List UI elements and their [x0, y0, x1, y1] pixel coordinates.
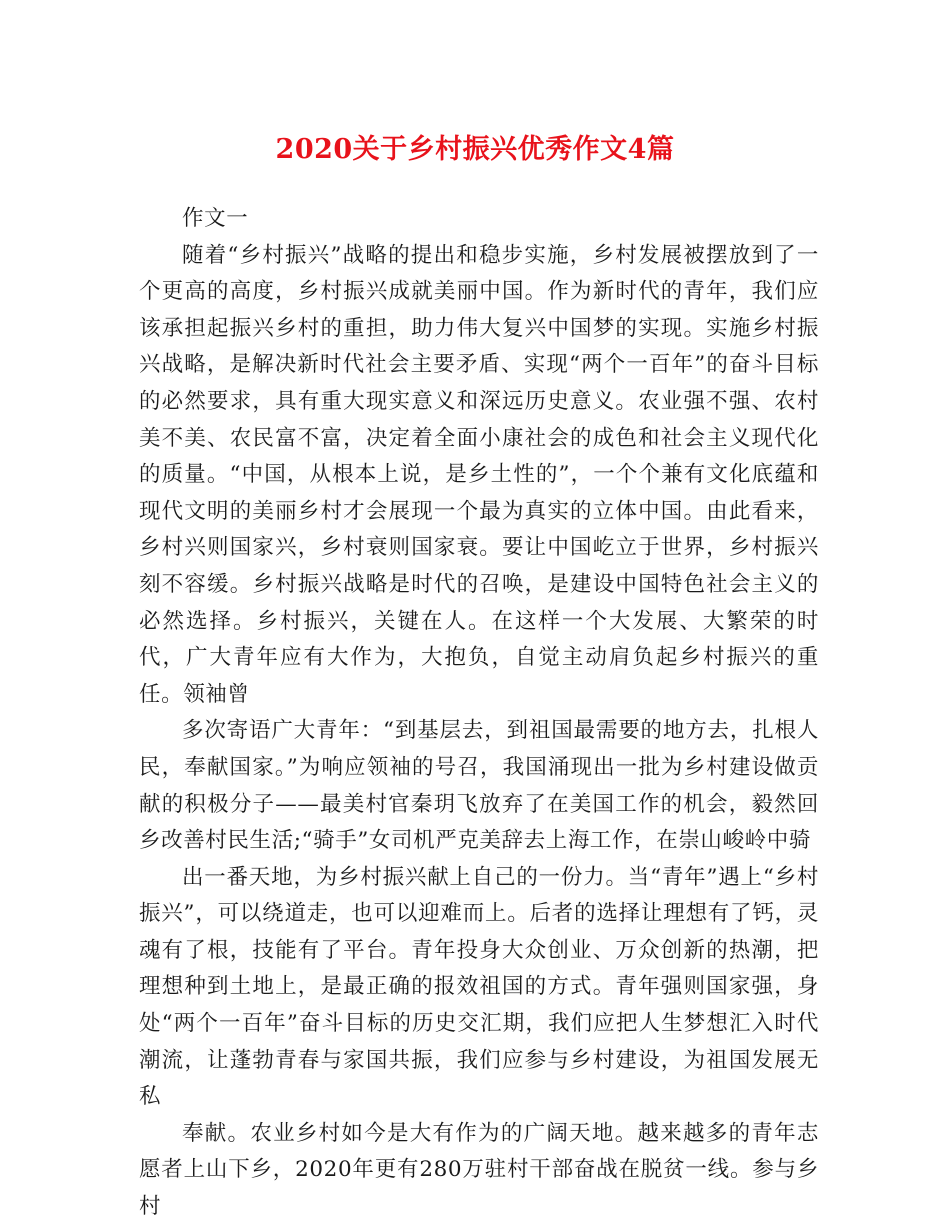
paragraph-heading: 作文一: [182, 206, 249, 231]
document-body: [139, 201, 819, 1226]
paragraph: 出一番天地，为乡村振兴献上自己的一份力。当“青年”遇上“乡村振兴”，可以绕道走，也可以迎难而上。后者的选择让理想有了钙，灵魂有了根，技能有了平台。青年投身大众创业、万众创新的热潮，把理想种到土地上，是最正确的报效祖国的方式。青年强则国家强，身处“两个一百年”奋斗目标的历史交汇期，我们应把人生梦想汇入时代潮流，让蓬勃青春与家国共振，我们应参与乡村建设，为祖国发展无私: [139, 864, 819, 1110]
paragraph: 奉献。农业乡村如今是大有作为的广阔天地。越来越多的青年志愿者上山下乡，2020年更有280万驻村干部奋战在脱贫一线。参与乡村: [139, 1120, 819, 1220]
paragraph: 多次寄语广大青年：“到基层去，到祖国最需要的地方去，扎根人民，奉献国家。”为响应领袖的号召，我国涌现出一批为乡村建设做贡献的积极分子——最美村官秦玥飞放弃了在美国工作的机会，毅然回乡改善村民生活;“骑手”女司机严克美辞去上海工作，在崇山峻岭中骑: [139, 718, 819, 854]
paragraph: 随着“乡村振兴”战略的提出和稳步实施，乡村发展被摆放到了一个更高的高度，乡村振兴成就美丽中国。作为新时代的青年，我们应该承担起振兴乡村的重担，助力伟大复兴中国梦的实现。实施乡村振兴战略，是解决新时代社会主要矛盾、实现“两个一百年”的奋斗目标的必然要求，具有重大现实意义和深远历史意义。农业强不强、农村美不美、农民富不富，决定着全面小康社会的成色和社会主义现代化的质量。“中国，从根本上说，是乡土性的”，一个个兼有文化底蕴和现代文明的美丽乡村才会展现一个最为真实的立体中国。由此看来，乡村兴则国家兴，乡村衰则国家衰。要让中国屹立于世界，乡村振兴刻不容缓。乡村振兴战略是时代的召唤，是建设中国特色社会主义的必然选择。乡村振兴，关键在人。在这样一个大发展、大繁荣的时代，广大青年应有大作为，大抱负，自觉主动肩负起乡村振兴的重任。领袖曾: [139, 242, 819, 707]
document-title: 2020关于乡村振兴优秀作文4篇: [275, 134, 675, 165]
